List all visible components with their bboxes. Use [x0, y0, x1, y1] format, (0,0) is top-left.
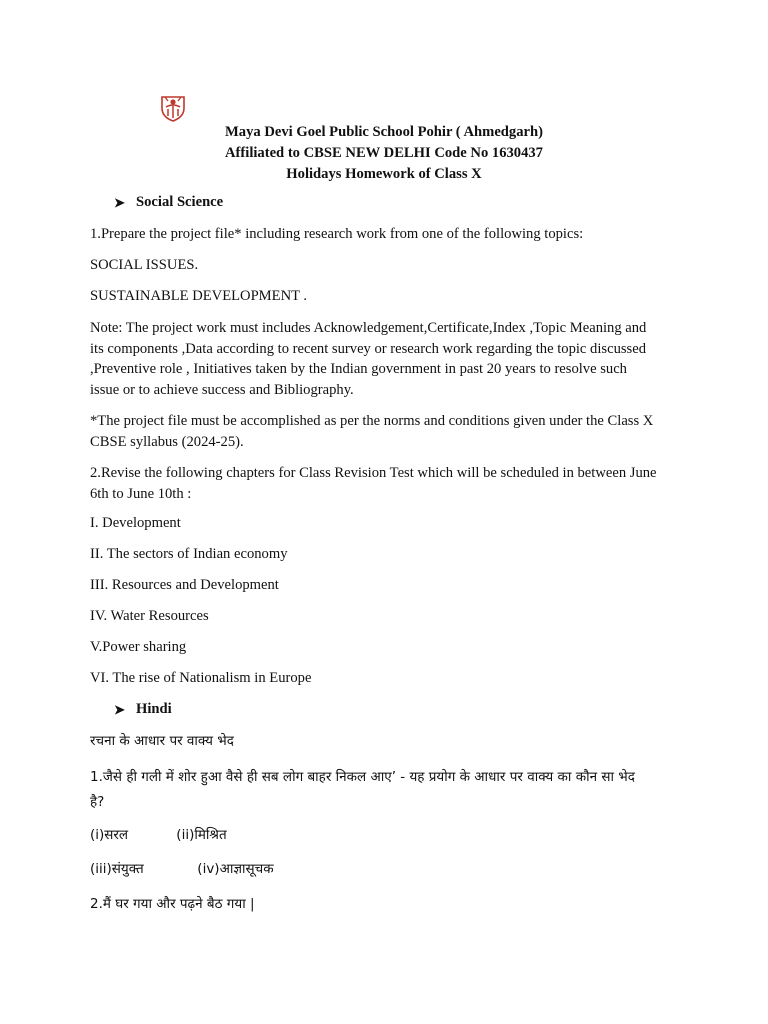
ss-topic-1: SOCIAL ISSUES. [90, 257, 199, 273]
hindi-options-row-1 [90, 825, 682, 843]
ss-topic-2: SUSTAINABLE DEVELOPMENT . [90, 288, 308, 304]
arrow-bullet-icon: ➤ [114, 194, 125, 210]
ss-note: Note: The project work must includes Acknowledgement,Certificate,Index ,Topic Meaning and its components ,Data according to recent survey or research work regarding the topic discussed ,Preventive role , Initiatives taken by the Indian government in past 20 years to resolve such issue or to achieve success and Bibliography. [90, 320, 647, 398]
chapter-item: IV. Water Resources [90, 608, 209, 624]
arrow-bullet-icon: ➤ [114, 701, 125, 717]
option-item: (i)सरल [90, 827, 129, 843]
hindi-question-2: 2.मैं घर गया और पढ़ने बैठ गया | [90, 896, 255, 912]
option-item: (iii)संयुक्त [90, 861, 144, 877]
school-emblem-icon [160, 94, 186, 122]
school-name: Maya Devi Goel Public School Pohir ( Ahmedgarh) [225, 124, 543, 140]
chapter-item: VI. The rise of Nationalism in Europe [90, 670, 312, 686]
chapter-item: I. Development [90, 515, 181, 531]
hindi-question-1: 1.जैसे ही गली में शोर हुआ वैसे ही सब लोग बाहर निकल आए’ - यह प्रयोग के आधार पर वाक्य का कौन सा भेद है? [90, 769, 635, 810]
option-item: (iv)आज्ञासूचक [197, 861, 274, 877]
ss-question-1: 1.Prepare the project file* including research work from one of the following topics: [90, 226, 584, 242]
social-science-heading: ➤ Social Science [114, 194, 224, 210]
affiliation-line: Affiliated to CBSE NEW DELHI Code No 1630437 [225, 145, 543, 161]
option-item: (ii)मिश्रित [176, 827, 227, 843]
hindi-heading: ➤ Hindi [114, 701, 172, 717]
hindi-topic: रचना के आधार पर वाक्य भेद [90, 733, 234, 749]
hindi-options-row-2 [90, 859, 682, 877]
chapter-item: III. Resources and Development [90, 577, 279, 593]
chapter-item: II. The sectors of Indian economy [90, 546, 288, 562]
chapter-item: V.Power sharing [90, 639, 187, 655]
homework-title: Holidays Homework of Class X [286, 166, 482, 182]
ss-question-2: 2.Revise the following chapters for Class Revision Test which will be scheduled in between June 6th to June 10th : [90, 465, 657, 502]
document-header [90, 122, 678, 185]
ss-footnote: *The project file must be accomplished as per the norms and conditions given under the Class X CBSE syllabus (2024-25). [90, 413, 654, 450]
